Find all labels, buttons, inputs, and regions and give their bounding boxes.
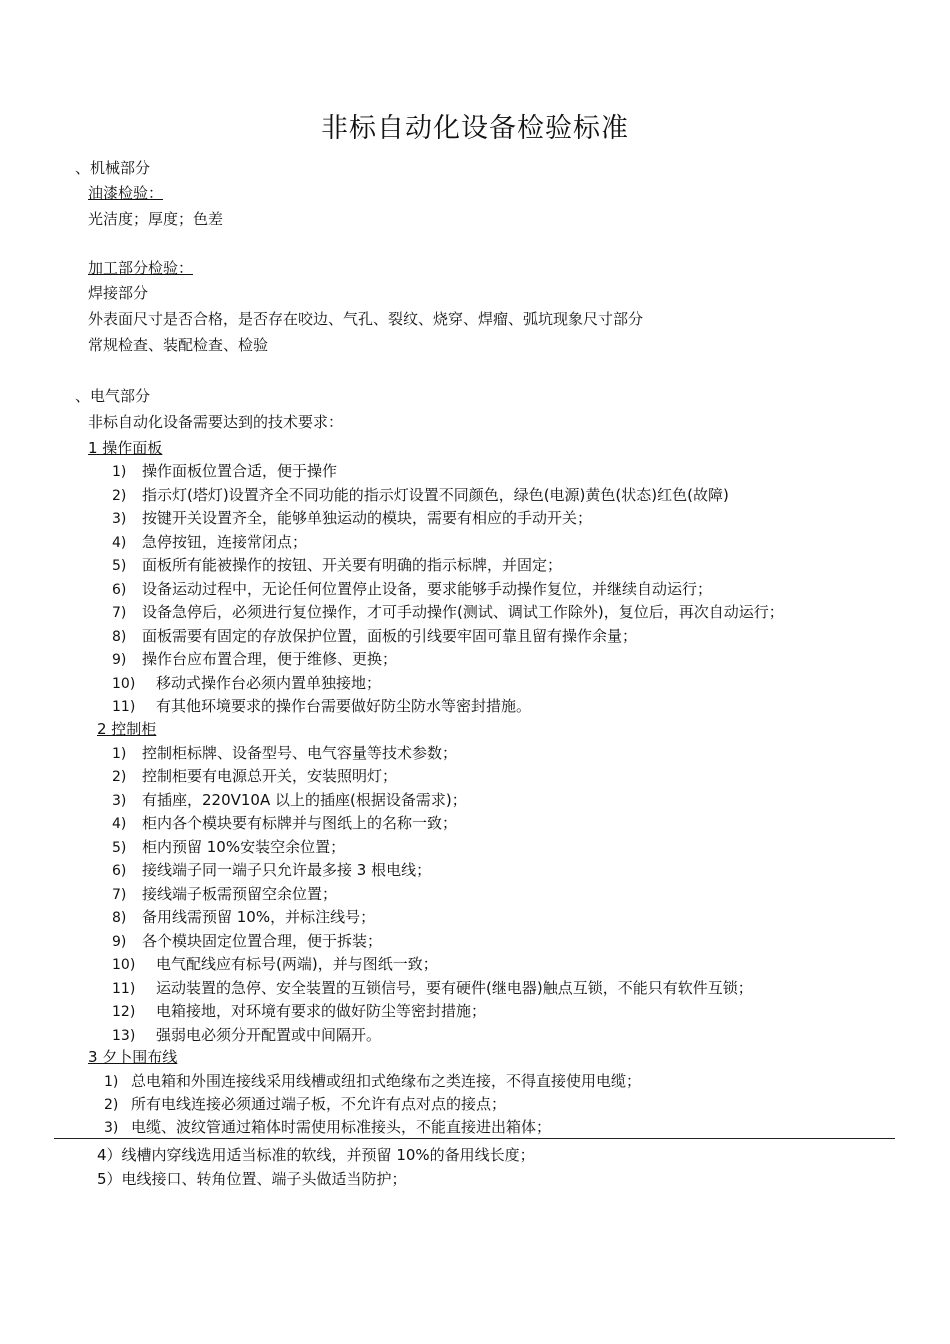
list-item: 2) 指示灯(塔灯)设置齐全不同功能的指示灯设置不同颜色，绿色(电源)黄色(状态)红色(故障) — [112, 486, 729, 504]
list-item: 10) 电气配线应有标号(两端)，并与图纸一致； — [112, 955, 438, 973]
welding-part: 焊接部分 — [88, 284, 149, 302]
list-item: 11) 有其他环境要求的操作台需要做好防尘防水等密封措施。 — [112, 697, 532, 715]
list-item: 7) 设备急停后，必须进行复位操作，才可手动操作(测试、调试工作除外)，复位后，再次自动运行； — [112, 603, 784, 621]
electrical-heading: 、电气部分 — [75, 387, 151, 405]
wiring-heading: 3 夕卜围布线 — [88, 1048, 178, 1066]
cabinet-heading: 2 控制柜 — [97, 720, 157, 738]
mechanical-heading: 、机械部分 — [75, 159, 151, 177]
list-item: 9) 各个模块固定位置合理，便于拆装； — [112, 932, 383, 950]
document-title: 非标自动化设备检验标准 — [321, 113, 629, 144]
list-item: 13) 强弱电必须分开配置或中间隔开。 — [112, 1026, 382, 1044]
list-item: 10) 移动式操作台必须内置单独接地； — [112, 674, 382, 692]
panel-heading: 1 操作面板 — [88, 439, 163, 457]
list-item: 6) 接线端子同一端子只允许最多接 3 根电线； — [112, 861, 432, 879]
welding-description: 外表面尺寸是否合格，是否存在咬边、气孔、裂纹、烧穿、焊瘤、弧坑现象尺寸部分 — [88, 310, 644, 328]
list-item: 5）电线接口、转角位置、端子头做适当防护； — [97, 1170, 407, 1188]
list-item: 9) 操作台应布置合理，便于维修、更换； — [112, 650, 398, 668]
list-item: 11) 运动装置的急停、安全装置的互锁信号，要有硬件(继电器)触点互锁，不能只有软件互锁； — [112, 979, 753, 997]
list-item: 4）线槽内穿线选用适当标准的软线，并预留 10%的备用线长度； — [97, 1146, 535, 1164]
list-item: 1) 控制柜标牌、设备型号、电气容量等技术参数； — [112, 744, 458, 762]
electrical-intro: 非标自动化设备需要达到的技术要求： — [88, 413, 344, 431]
list-item: 5) 面板所有能被操作的按钮、开关要有明确的指示标牌，并固定； — [112, 556, 563, 574]
list-item: 4) 急停按钮，连接常闭点； — [112, 533, 308, 551]
list-item: 7) 接线端子板需预留空余位置； — [112, 885, 338, 903]
list-item: 6) 设备运动过程中，无论任何位置停止设备，要求能够手动操作复位，并继续自动运行； — [112, 580, 713, 598]
list-item: 3) 有插座，220V10A 以上的插座(根据设备需求)； — [112, 791, 467, 809]
list-item: 3) 电缆、波纹管通过箱体时需使用标准接头，不能直接进出箱体； — [104, 1118, 552, 1136]
list-item: 1) 操作面板位置合适，便于操作 — [112, 462, 338, 480]
general-inspection: 常规检查、装配检查、检验 — [88, 336, 269, 354]
list-item: 3) 按键开关设置齐全，能够单独运动的模块，需要有相应的手动开关； — [112, 509, 593, 527]
list-item: 8) 备用线需预留 10%，并标注线号； — [112, 908, 376, 926]
paint-inspection-label: 油漆检验： — [88, 184, 164, 202]
paint-inspection-items: 光洁度；厚度；色差 — [88, 210, 224, 228]
list-item: 5) 柜内预留 10%安装空余位置； — [112, 838, 346, 856]
machining-inspection-label: 加工部分检验： — [88, 259, 194, 277]
list-item: 12) 电箱接地，对环境有要求的做好防尘等密封措施； — [112, 1002, 487, 1020]
list-item: 4) 柜内各个模块要有标牌并与图纸上的名称一致； — [112, 814, 458, 832]
list-item: 8) 面板需要有固定的存放保护位置，面板的引线要牢固可靠且留有操作余量； — [112, 627, 638, 645]
list-item: 2) 所有电线连接必须通过端子板，不允许有点对点的接点； — [104, 1095, 507, 1113]
horizontal-rule — [54, 1138, 895, 1139]
list-item: 2) 控制柜要有电源总开关，安装照明灯； — [112, 767, 398, 785]
list-item: 1) 总电箱和外围连接线采用线槽或纽扣式绝缘布之类连接，不得直接使用电缆； — [104, 1072, 642, 1090]
